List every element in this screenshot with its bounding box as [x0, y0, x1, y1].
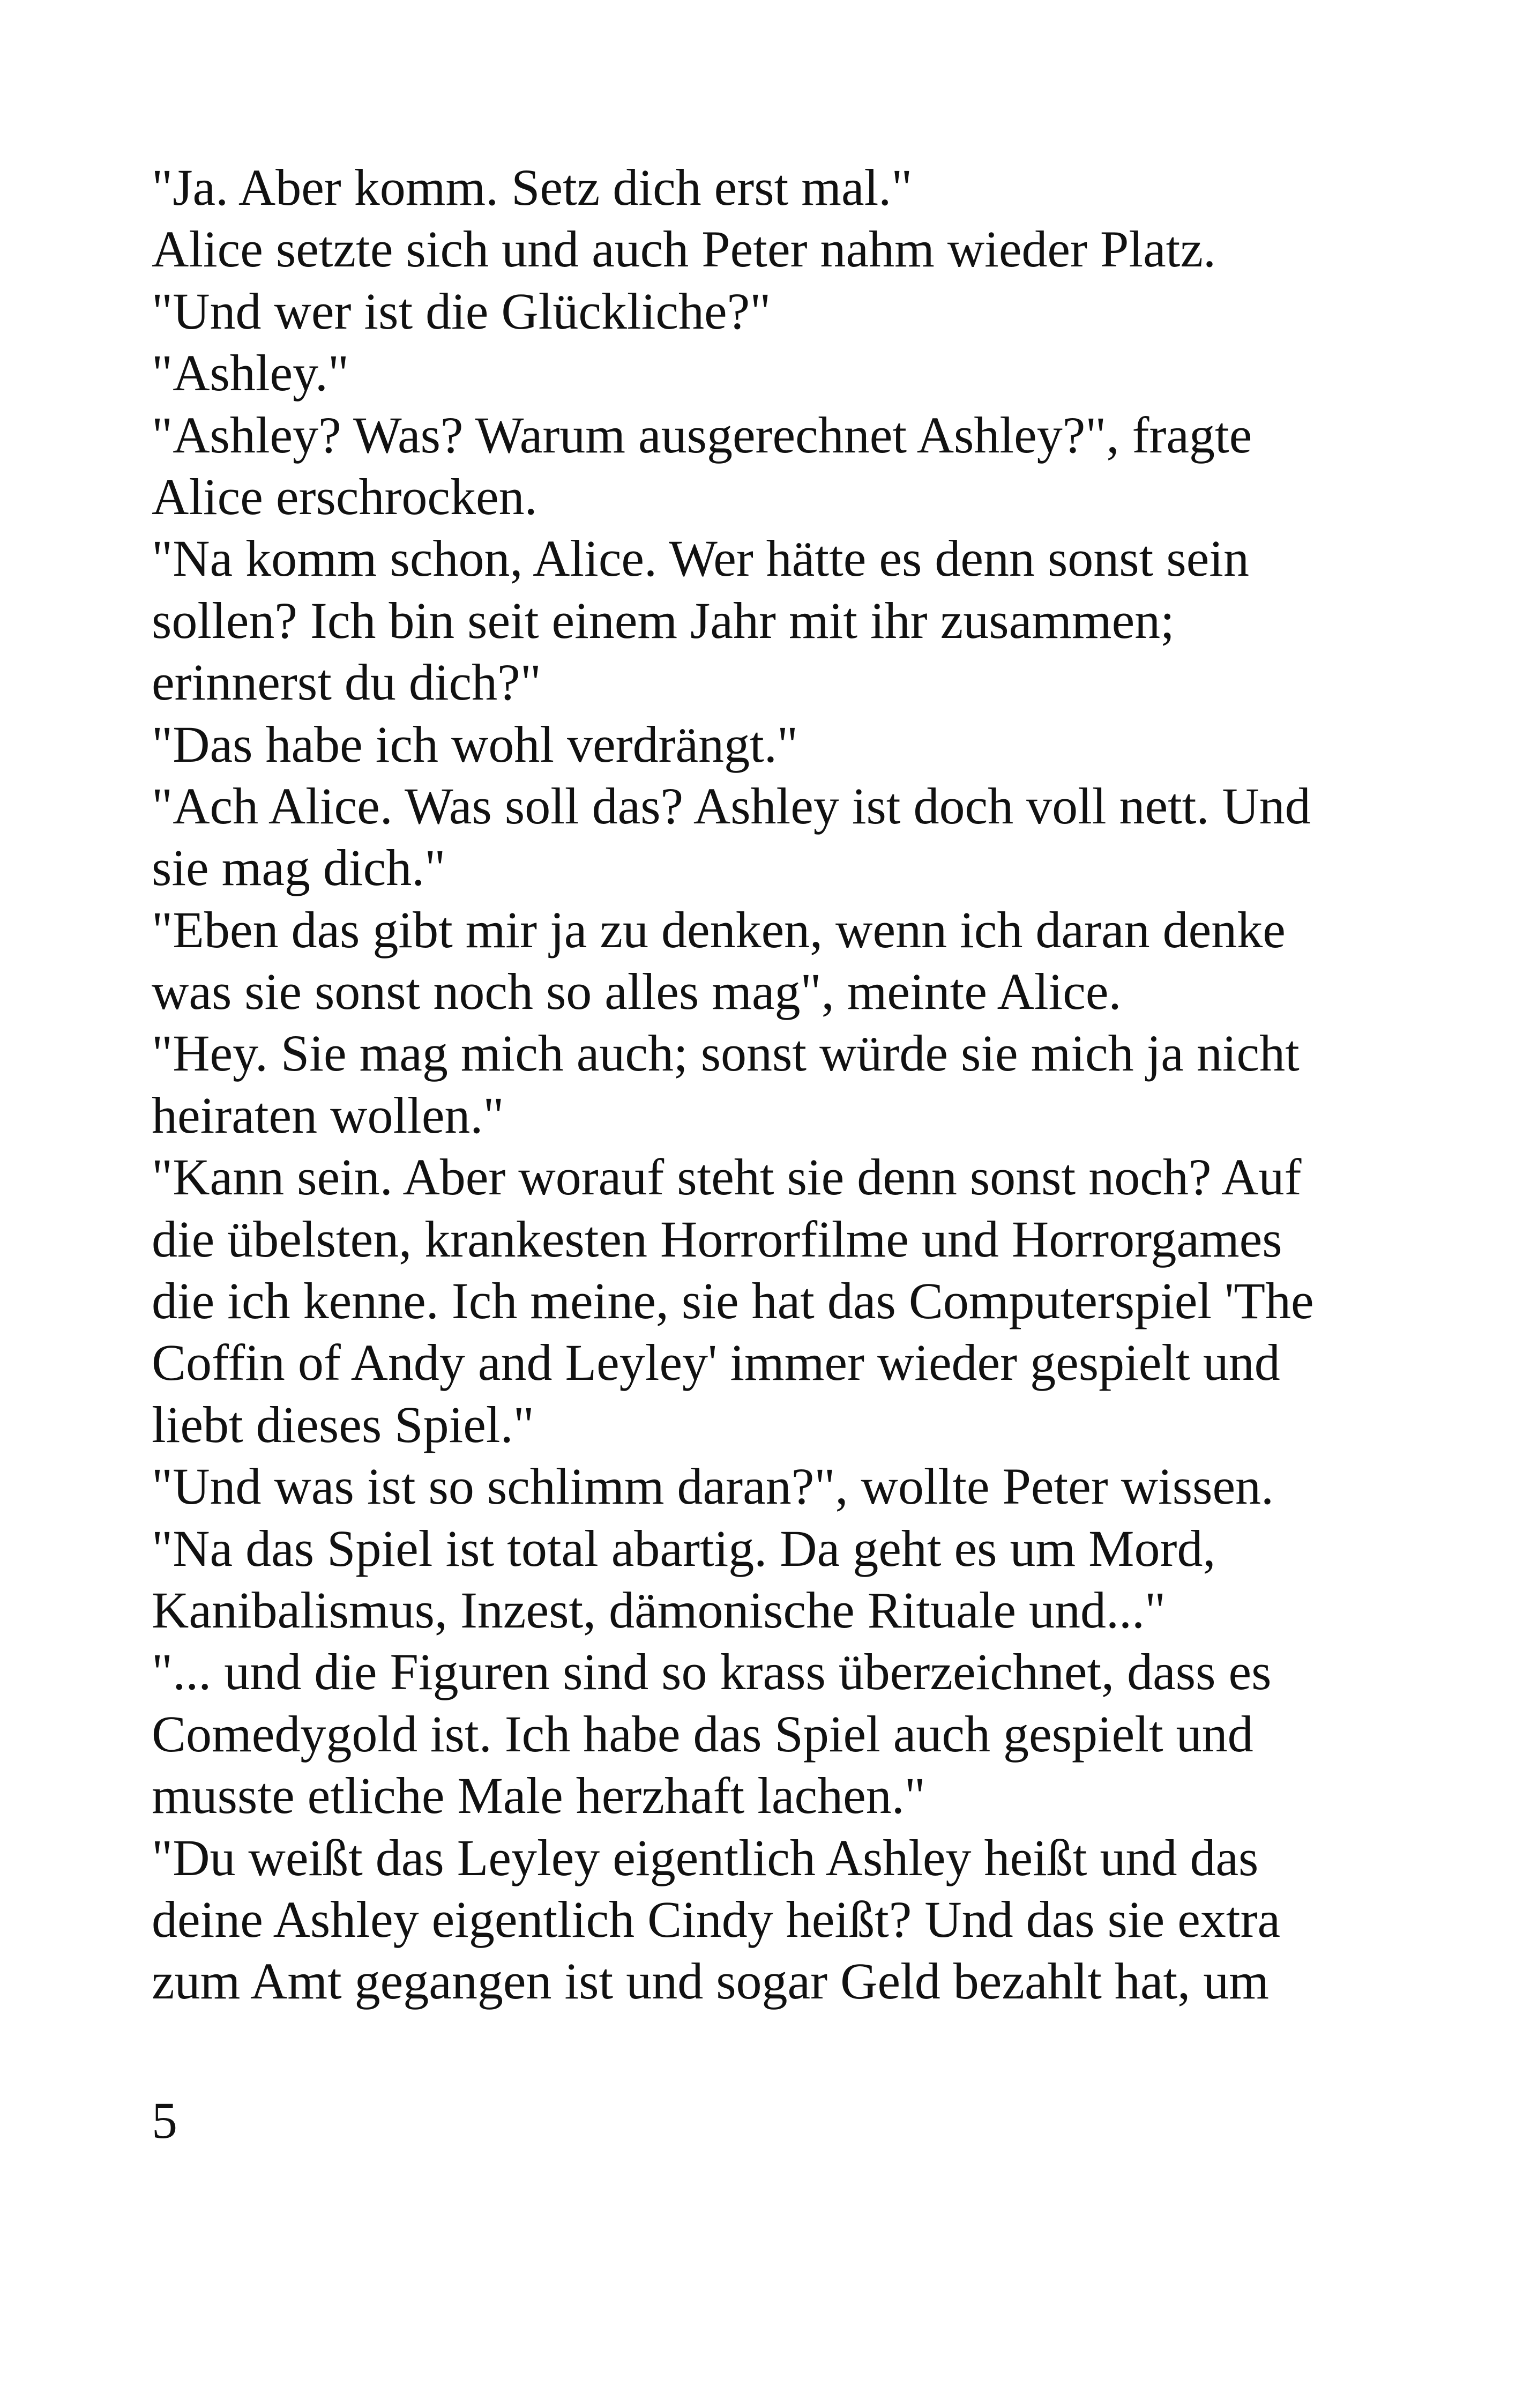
text-line: die ich kenne. Ich meine, sie hat das Computerspiel 'The	[152, 1272, 1314, 1330]
text-line: erinnerst du dich?"	[152, 653, 541, 711]
text-line: "Ach Alice. Was soll das? Ashley ist doch voll nett. Und	[152, 777, 1311, 835]
text-line: "Ja. Aber komm. Setz dich erst mal."	[152, 159, 913, 216]
text-line: "Na komm schon, Alice. Wer hätte es denn sonst sein	[152, 530, 1249, 588]
text-line: Kanibalismus, Inzest, dämonische Rituale und..."	[152, 1581, 1166, 1639]
text-line: zum Amt gegangen ist und sogar Geld bezahlt hat, um	[152, 1952, 1269, 2010]
text-line: Comedygold ist. Ich habe das Spiel auch gespielt und	[152, 1705, 1253, 1763]
text-line: "... und die Figuren sind so krass überzeichnet, dass es	[152, 1643, 1272, 1701]
text-line: "Das habe ich wohl verdrängt."	[152, 715, 798, 773]
text-line: Alice setzte sich und auch Peter nahm wieder Platz.	[152, 220, 1216, 278]
text-line: liebt dieses Spiel."	[152, 1395, 534, 1453]
text-line: deine Ashley eigentlich Cindy heißt? Und das sie extra	[152, 1890, 1281, 1948]
text-line: sie mag dich."	[152, 839, 446, 897]
text-line: musste etliche Male herzhaft lachen."	[152, 1767, 925, 1825]
text-line: "Du weißt das Leyley eigentlich Ashley heißt und das	[152, 1829, 1259, 1886]
text-line: "Ashley? Was? Warum ausgerechnet Ashley?", fragte	[152, 406, 1252, 464]
page-number: 5	[152, 2092, 177, 2149]
text-line: "Und wer ist die Glückliche?"	[152, 282, 771, 340]
text-line: Alice erschrocken.	[152, 467, 537, 525]
text-line: heiraten wollen."	[152, 1086, 504, 1144]
text-line: "Ashley."	[152, 344, 349, 402]
text-line: "Kann sein. Aber worauf steht sie denn sonst noch? Auf	[152, 1148, 1302, 1206]
text-line: Coffin of Andy and Leyley' immer wieder gespielt und	[152, 1334, 1280, 1392]
text-line: "Hey. Sie mag mich auch; sonst würde sie mich ja nicht	[152, 1024, 1300, 1082]
text-line: sollen? Ich bin seit einem Jahr mit ihr zusammen;	[152, 591, 1175, 649]
text-line: "Eben das gibt mir ja zu denken, wenn ich daran denke	[152, 901, 1286, 958]
body-text	[152, 157, 1390, 2012]
text-line: die übelsten, krankesten Horrorfilme und Horrorgames	[152, 1210, 1282, 1268]
text-line: was sie sonst noch so alles mag", meinte Alice.	[152, 963, 1122, 1021]
text-line: "Und was ist so schlimm daran?", wollte Peter wissen.	[152, 1458, 1274, 1515]
text-line: "Na das Spiel ist total abartig. Da geht es um Mord,	[152, 1519, 1216, 1577]
